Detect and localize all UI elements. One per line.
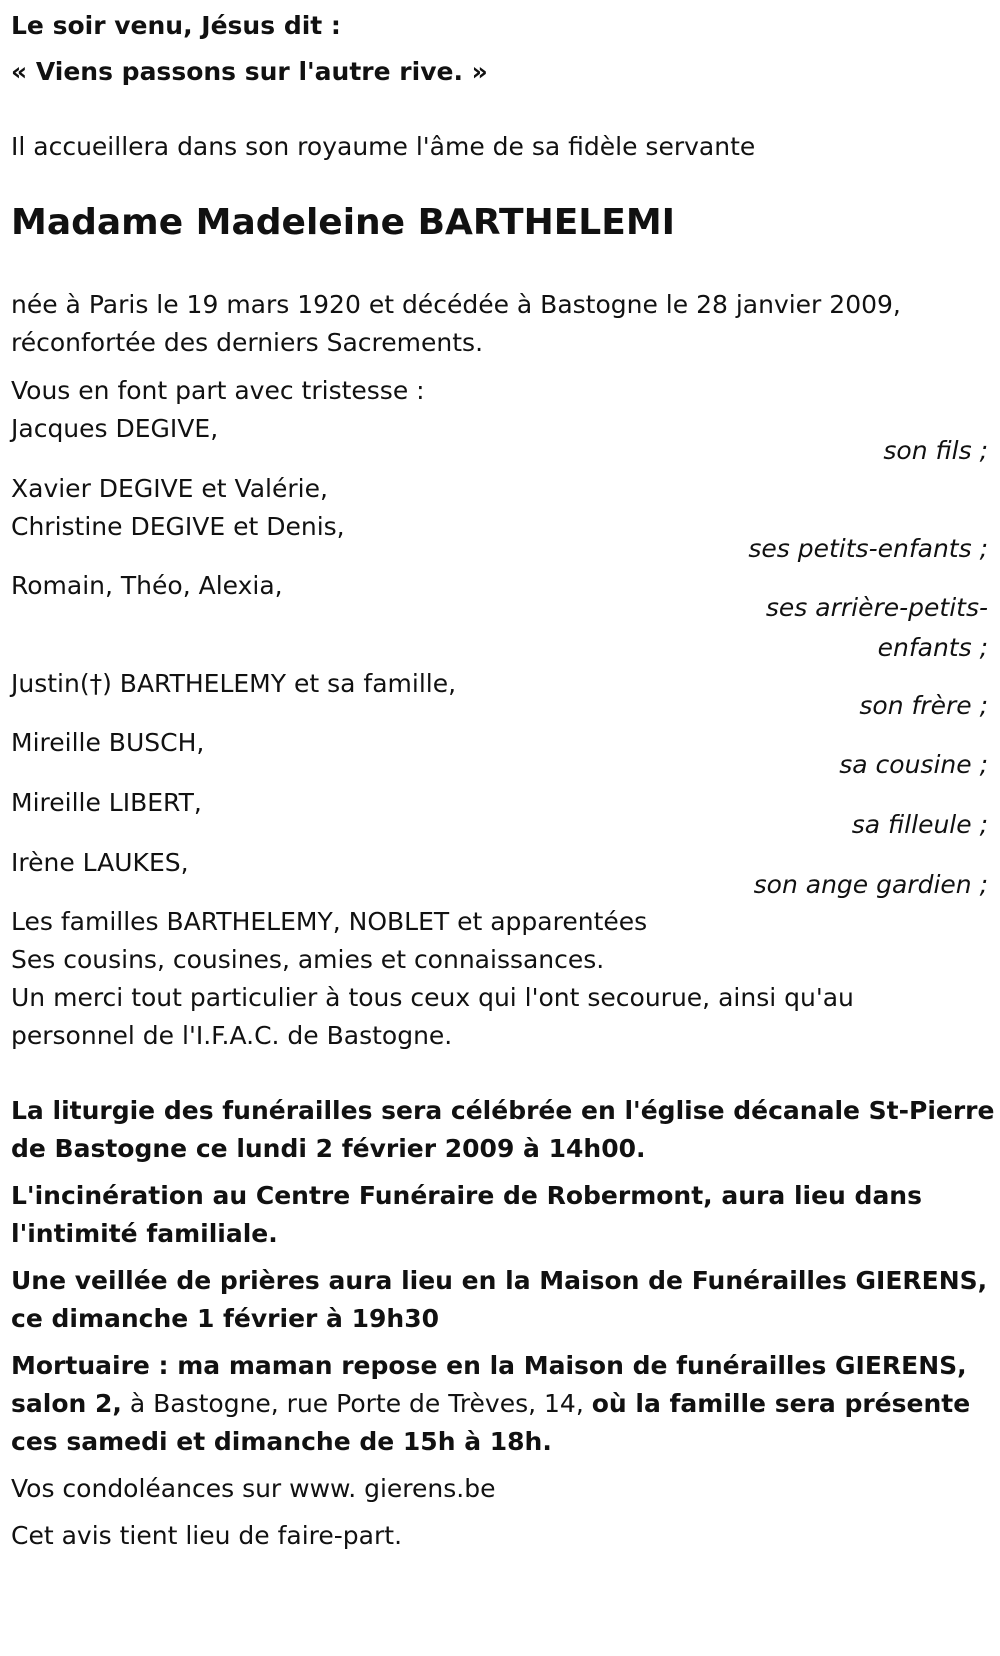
family-name: Mireille BUSCH, (11, 728, 205, 757)
family-name: Jacques DEGIVE, (11, 414, 219, 443)
birth-death-line-1: née à Paris le 19 mars 1920 et décédée à Bastogne le 28 janvier 2009, (11, 290, 901, 319)
liturgy-line: de Bastogne ce lundi 2 février 2009 à 14h00. (11, 1134, 646, 1163)
family-name: Mireille LIBERT, (11, 788, 202, 817)
deceased-name: Madame Madeleine BARTHELEMI (11, 202, 676, 243)
family-name: Irène LAUKES, (11, 848, 189, 877)
mortuary-address: à Bastogne, rue Porte de Trèves, 14, (121, 1389, 592, 1418)
mortuary-line-3: ces samedi et dimanche de 15h à 18h. (11, 1427, 552, 1456)
announcement: Vous en font part avec tristesse : (11, 376, 425, 405)
family-role: sa filleule ; (851, 810, 988, 839)
others-line: Un merci tout particulier à tous ceux qui l'ont secourue, ainsi qu'au (11, 983, 854, 1012)
vigil-line: Une veillée de prières aura lieu en la Maison de Funérailles GIERENS, (11, 1266, 988, 1295)
birth-death-line-2: réconfortée des derniers Sacrements. (11, 328, 484, 357)
others-line: Ses cousins, cousines, amies et connaissances. (11, 945, 605, 974)
verse-line-1: Le soir venu, Jésus dit : (11, 11, 341, 40)
mortuary-salon: salon 2, (11, 1389, 122, 1418)
family-role: ses arrière-petits-enfants ; (765, 593, 988, 662)
verse-line-2: « Viens passons sur l'autre rive. » (11, 57, 488, 86)
condolences-text: Vos condoléances sur www. gierens.be (11, 1474, 496, 1503)
family-role: son fils ; (883, 436, 988, 465)
others-line: personnel de l'I.F.A.C. de Bastogne. (11, 1021, 453, 1050)
others-line: Les familles BARTHELEMY, NOBLET et apparentées (11, 907, 648, 936)
mortuary-presence: où la famille sera présente (591, 1389, 971, 1418)
intro-text: Il accueillera dans son royaume l'âme de sa fidèle servante (11, 132, 756, 161)
mortuary-line-2 (11, 1384, 970, 1424)
family-name: Xavier DEGIVE et Valérie, (11, 474, 328, 503)
family-role: sa cousine ; (839, 750, 988, 779)
family-role: ses petits-enfants ; (748, 534, 988, 563)
family-name: Romain, Théo, Alexia, (11, 571, 283, 600)
liturgy-line: La liturgie des funérailles sera célébrée en l'église décanale St-Pierre (11, 1096, 995, 1125)
family-role: son ange gardien ; (753, 870, 988, 899)
vigil-line: ce dimanche 1 février à 19h30 (11, 1304, 440, 1333)
incineration-line: L'incinération au Centre Funéraire de Robermont, aura lieu dans (11, 1181, 922, 1210)
incineration-line: l'intimité familiale. (11, 1219, 278, 1248)
family-role: son frère ; (859, 691, 988, 720)
family-name: Justin(†) BARTHELEMY et sa famille, (11, 669, 457, 698)
faire-part-notice: Cet avis tient lieu de faire-part. (11, 1521, 403, 1550)
mortuary-line-1: Mortuaire : ma maman repose en la Maison de funérailles GIERENS, (11, 1351, 967, 1380)
family-name: Christine DEGIVE et Denis, (11, 512, 345, 541)
